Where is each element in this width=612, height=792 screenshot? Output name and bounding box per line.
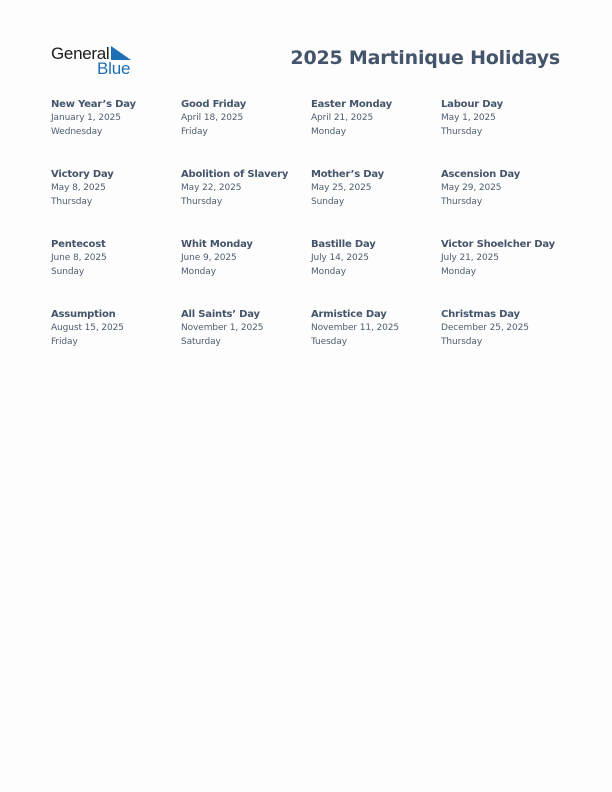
holiday-date: January 1, 2025	[51, 113, 121, 123]
holiday-item	[51, 308, 181, 378]
holiday-name: Pentecost	[51, 239, 106, 250]
holiday-weekday: Thursday	[181, 196, 223, 207]
holiday-weekday: Monday	[181, 266, 216, 277]
holiday-name: Ascension Day	[441, 169, 521, 180]
holiday-date: November 1, 2025	[181, 323, 264, 333]
holiday-name: Victor Shoelcher Day	[441, 239, 555, 250]
holiday-date: April 18, 2025	[181, 113, 244, 123]
holiday-name: Assumption	[51, 309, 116, 320]
holiday-weekday: Sunday	[311, 196, 345, 207]
holiday-weekday: Thursday	[51, 196, 93, 207]
holiday-name: Armistice Day	[311, 309, 387, 320]
holiday-name: Easter Monday	[311, 99, 392, 110]
holiday-date: May 22, 2025	[181, 183, 242, 193]
holiday-item	[441, 168, 571, 238]
holiday-item	[311, 168, 441, 238]
holiday-grid	[51, 98, 571, 378]
holiday-name: Labour Day	[441, 99, 503, 110]
holiday-weekday: Thursday	[441, 336, 483, 347]
holiday-name: Bastille Day	[311, 239, 376, 250]
holiday-weekday: Sunday	[51, 266, 85, 277]
holiday-weekday: Wednesday	[51, 126, 103, 137]
holiday-weekday: Friday	[51, 336, 78, 347]
generalblue-logo	[51, 44, 135, 78]
holiday-item	[181, 238, 311, 308]
holiday-item	[181, 98, 311, 168]
holiday-item	[51, 238, 181, 308]
holiday-date: May 29, 2025	[441, 183, 502, 193]
holiday-name: Whit Monday	[181, 239, 253, 250]
holiday-weekday: Monday	[441, 266, 476, 277]
holiday-name: All Saints’ Day	[181, 309, 260, 320]
holiday-weekday: Monday	[311, 266, 346, 277]
holiday-weekday: Tuesday	[311, 336, 347, 347]
holiday-name: New Year’s Day	[51, 99, 136, 110]
holiday-item	[181, 308, 311, 378]
holiday-date: May 8, 2025	[51, 183, 106, 193]
holiday-date: May 1, 2025	[441, 113, 496, 123]
holiday-item	[51, 98, 181, 168]
holiday-date: May 25, 2025	[311, 183, 372, 193]
holiday-item	[51, 168, 181, 238]
holiday-date: April 21, 2025	[311, 113, 374, 123]
holiday-date: June 8, 2025	[51, 253, 107, 263]
holiday-item	[441, 238, 571, 308]
holiday-item	[311, 308, 441, 378]
holiday-item	[181, 168, 311, 238]
holiday-date: August 15, 2025	[51, 323, 124, 333]
holiday-weekday: Friday	[181, 126, 208, 137]
logo-text-blue: Blue	[97, 59, 131, 78]
holiday-date: July 14, 2025	[311, 253, 369, 263]
holiday-name: Abolition of Slavery	[181, 169, 289, 180]
holiday-date: June 9, 2025	[181, 253, 237, 263]
holiday-name: Victory Day	[51, 169, 114, 180]
holiday-date: July 21, 2025	[441, 253, 499, 263]
page-title: 2025 Martinique Holidays	[290, 47, 560, 69]
holiday-item	[441, 308, 571, 378]
logo-text-general: General	[51, 44, 110, 63]
holiday-weekday: Saturday	[181, 336, 221, 347]
logo-flag-icon	[111, 46, 131, 60]
holiday-name: Mother’s Day	[311, 169, 384, 180]
holiday-name: Good Friday	[181, 99, 247, 110]
holiday-item	[311, 238, 441, 308]
holiday-item	[441, 98, 571, 168]
holiday-name: Christmas Day	[441, 309, 520, 320]
holiday-item	[311, 98, 441, 168]
holiday-weekday: Thursday	[441, 196, 483, 207]
holiday-date: December 25, 2025	[441, 323, 529, 333]
holiday-weekday: Monday	[311, 126, 346, 137]
holiday-date: November 11, 2025	[311, 323, 400, 333]
holiday-weekday: Thursday	[441, 126, 483, 137]
